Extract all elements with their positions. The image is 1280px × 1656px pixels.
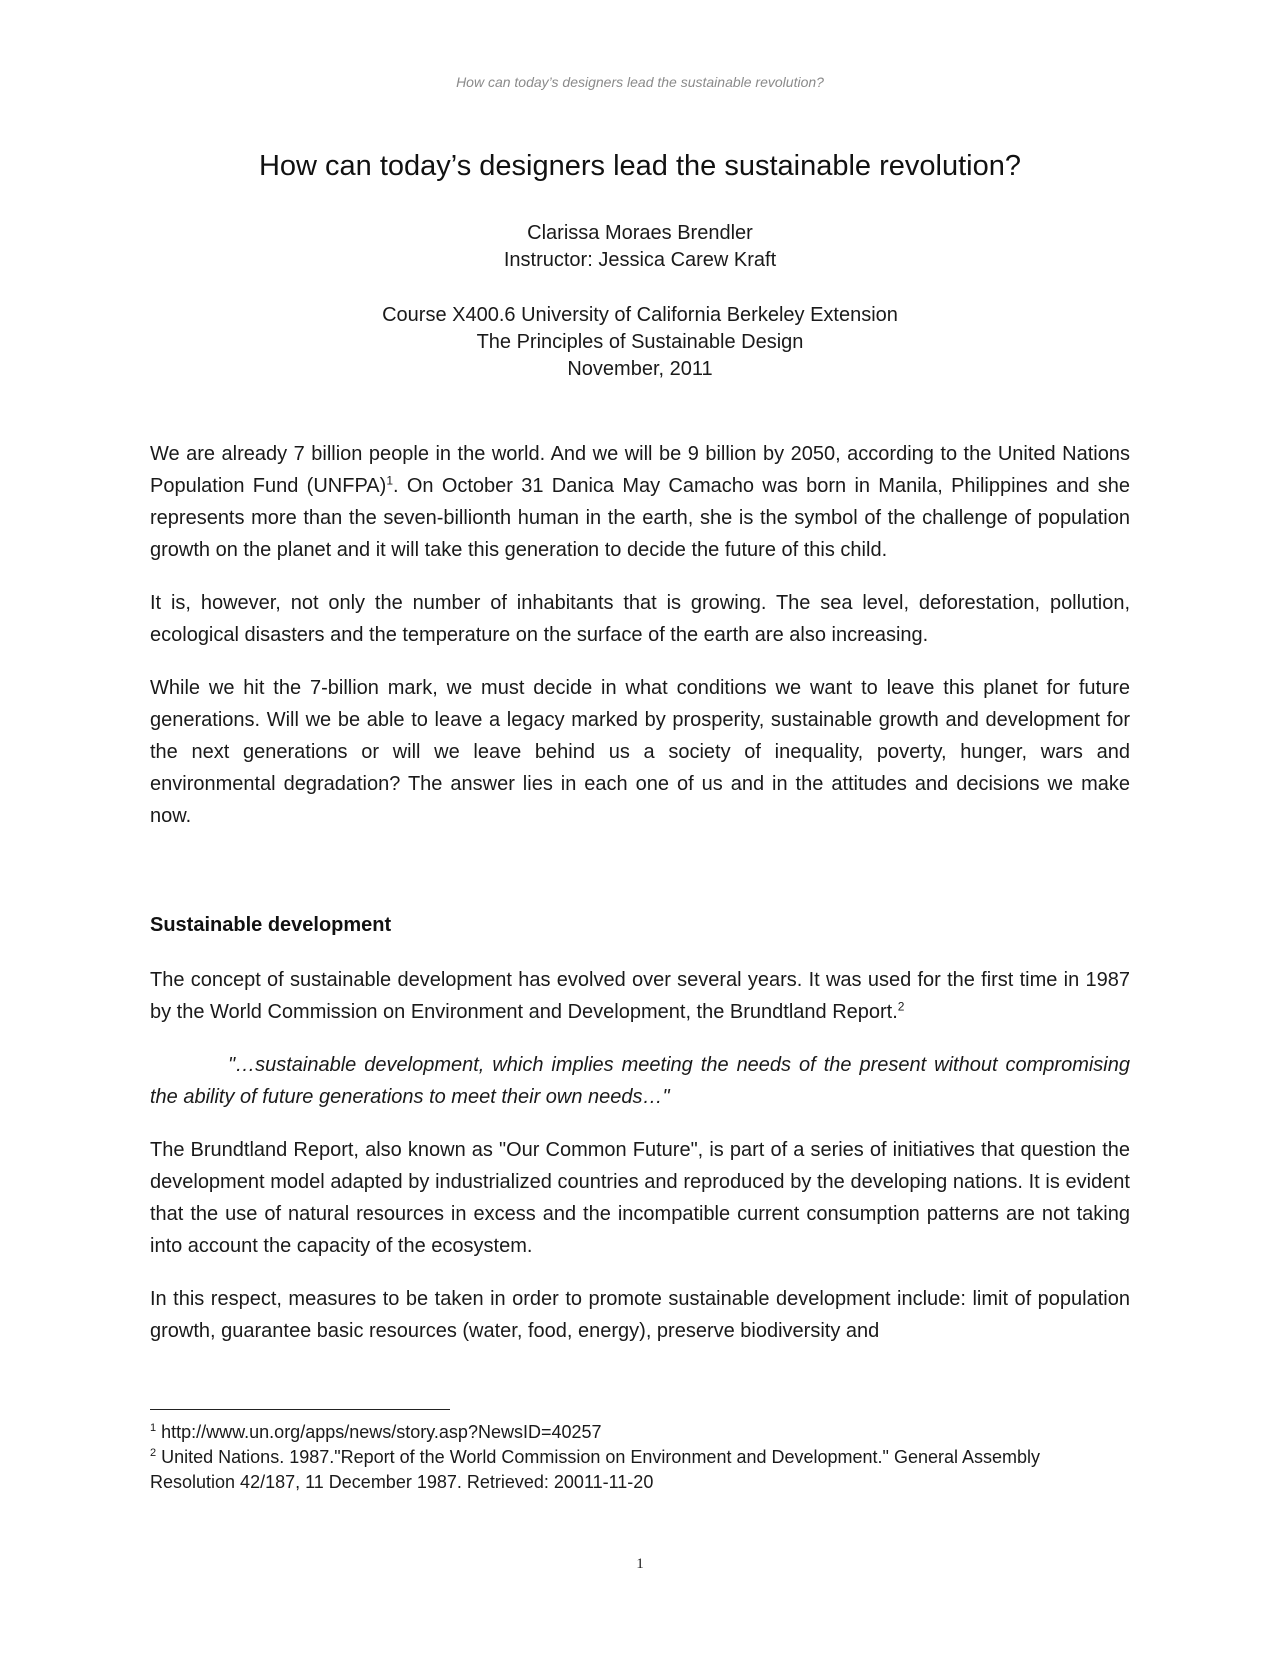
section-heading: Sustainable development bbox=[150, 914, 392, 936]
footnote-item bbox=[150, 1420, 1130, 1445]
course-info: Course X400.6 University of California Berkeley Extension bbox=[382, 304, 898, 326]
footnote-text: United Nations. 1987."Report of the World Commission on Environment and Development." General Assembly Resolution 42/187, 11 December 1987. Retrieved: 20011-11-20 bbox=[150, 1447, 1041, 1492]
paragraph: While we hit the 7-billion mark, we must decide in what conditions we want to leave this planet for future generations. Will we be able to leave a legacy marked by prosperity, sustainable growth and development for the next generations or will we leave behind us a society of inequality, poverty, hunger, wars and environmental degradation? The answer lies in each one of us and in the attitudes and decisions we make now. bbox=[150, 677, 1130, 827]
paragraph-text: . On October 31 Danica May Camacho was born in Manila, Philippines and she represents more than the seven-billionth human in the earth, she is the symbol of the challenge of population growth on the planet and it will take this generation to decide the future of this child. bbox=[150, 475, 1130, 561]
footnote-reference: 2 bbox=[897, 999, 905, 1014]
paragraph-text: We are already 7 billion people in the world. And we will be 9 billion by 2050, according to the United Nations Population Fund (UNFPA) bbox=[150, 443, 1130, 497]
paragraph-text: The concept of sustainable development has evolved over several years. It was used for the first time in 1987 by the World Commission on Environment and Development, the Brundtland Report. bbox=[150, 969, 1130, 1023]
footnote-link[interactable]: http://www.un.org/apps/news/story.asp?NewsID=40257 bbox=[161, 1422, 602, 1442]
paragraph: In this respect, measures to be taken in order to promote sustainable development include: limit of population growth, guarantee basic resources (water, food, energy), preserve biodiversity and bbox=[150, 1288, 1130, 1342]
course-block bbox=[0, 302, 1280, 383]
document-date: November, 2011 bbox=[567, 358, 713, 380]
intro-section bbox=[150, 438, 1130, 853]
author-block bbox=[0, 220, 1280, 274]
page-number: 1 bbox=[636, 1556, 644, 1572]
paragraph bbox=[150, 964, 1130, 1028]
footnote-item bbox=[150, 1445, 1130, 1495]
paragraph bbox=[150, 438, 1130, 566]
block-quote: "…sustainable development, which implies meeting the needs of the present without compromising the ability of future generations to meet their own needs…" bbox=[150, 1054, 1130, 1108]
footnote-number: 2 bbox=[150, 1447, 157, 1459]
footnotes bbox=[150, 1420, 1130, 1495]
footnote-number: 1 bbox=[150, 1422, 157, 1434]
document-title: How can today’s designers lead the sustainable revolution? bbox=[258, 150, 1021, 182]
running-header: How can today’s designers lead the sustainable revolution? bbox=[456, 74, 824, 90]
footnote-reference: 1 bbox=[386, 473, 393, 488]
footnote-divider bbox=[150, 1409, 450, 1410]
sustainable-development-section bbox=[150, 964, 1130, 1368]
paragraph: It is, however, not only the number of inhabitants that is growing. The sea level, deforestation, pollution, ecological disasters and the temperature on the surface of the earth are also increasing. bbox=[150, 592, 1130, 646]
author-name: Clarissa Moraes Brendler bbox=[527, 222, 753, 244]
instructor-name: Instructor: Jessica Carew Kraft bbox=[503, 249, 777, 271]
paragraph: The Brundtland Report, also known as "Our Common Future", is part of a series of initiatives that question the development model adapted by industrialized countries and reproduced by the developing nations. It is evident that the use of natural resources in excess and the incompatible current consumption patterns are not taking into account the capacity of the ecosystem. bbox=[150, 1139, 1130, 1257]
course-name: The Principles of Sustainable Design bbox=[476, 331, 804, 353]
